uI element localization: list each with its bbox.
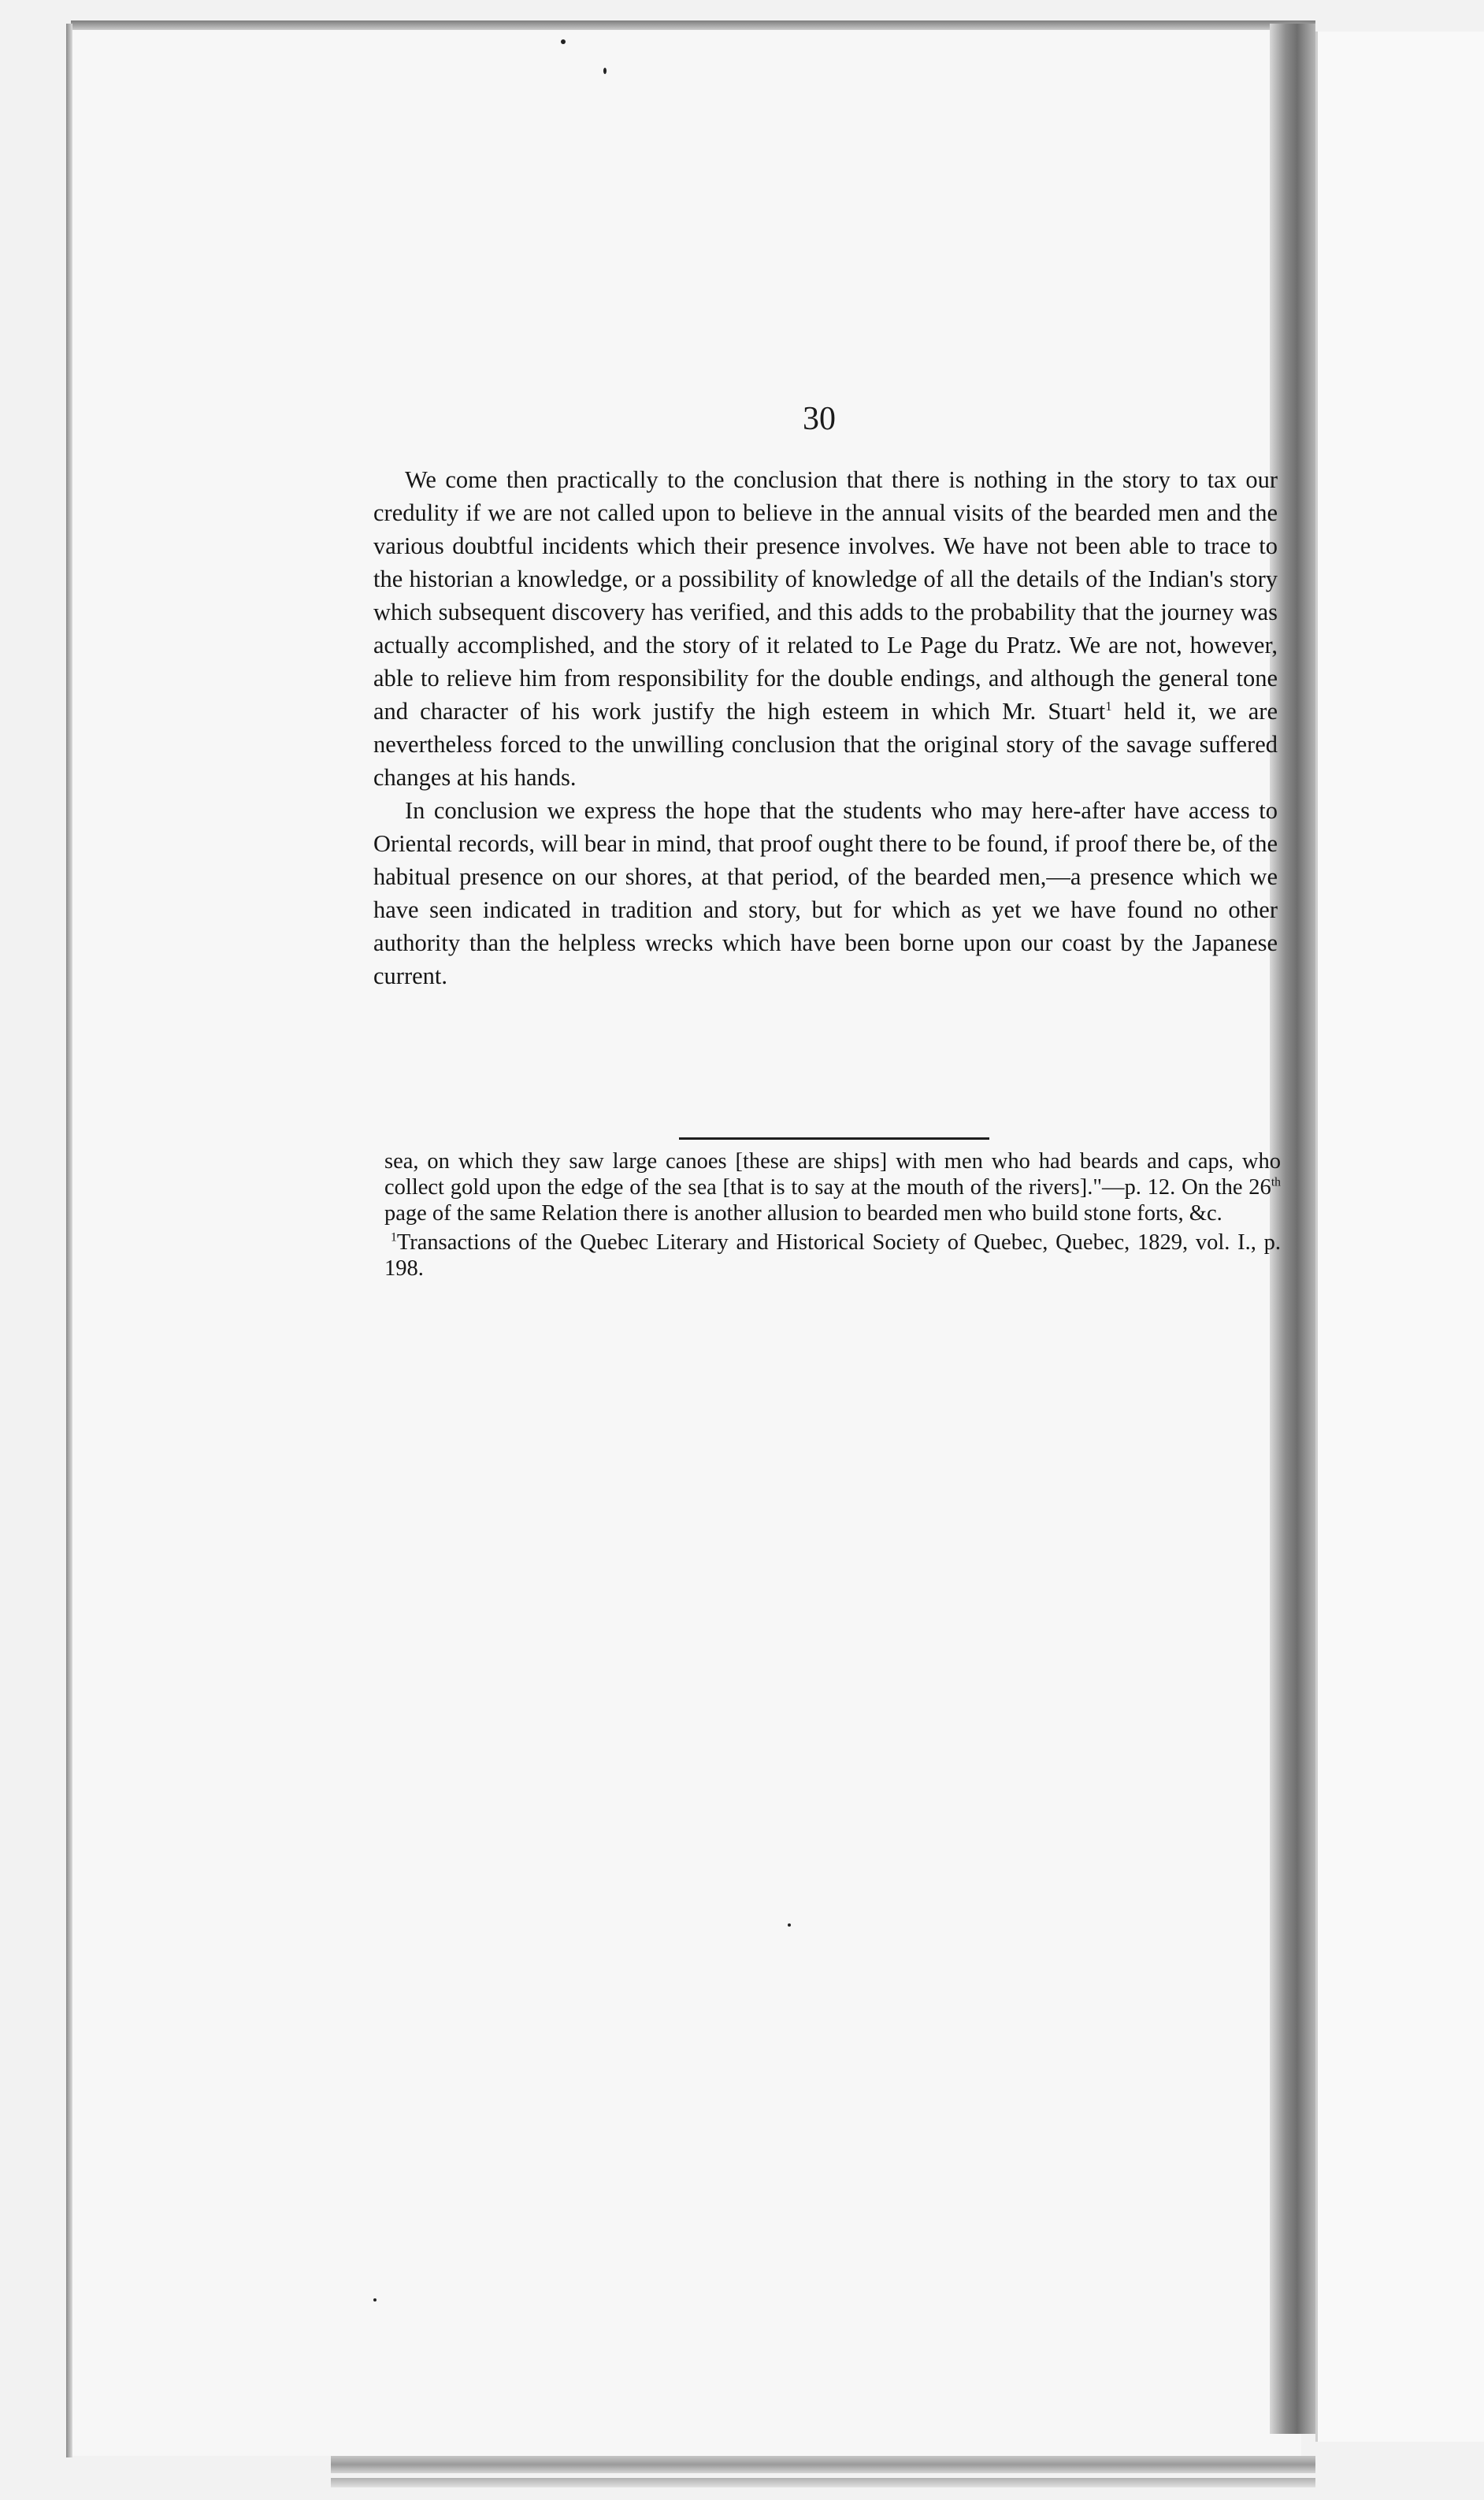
ink-speck	[788, 1923, 791, 1927]
ink-speck	[373, 2298, 377, 2302]
bottom-page-edge-lower	[331, 2478, 1315, 2487]
ordinal-suffix: th	[1271, 1175, 1281, 1189]
top-page-edge	[71, 20, 1315, 30]
paragraph-2: In conclusion we express the hope that the students who may here-after have access to Oriental records, will bear in mind, that proof ought there to be found, if proof there be, of the habitual presence on our shores, at that period, of the bearded men,—a presence which we have seen indicated in tradition and story, but for which as yet we have found no other authority than the helpless wrecks which have been borne upon our coast by the Japanese current.	[373, 797, 1278, 989]
facing-page-strip	[1315, 32, 1484, 2442]
left-page-edge	[66, 24, 72, 2457]
footnote-continuation-text-end: page of the same Relation there is another allusion to bearded men who build stone forts, &c.	[384, 1201, 1222, 1226]
paragraph-1	[373, 463, 1278, 794]
paragraph-1-text: We come then practically to the conclusion that there is nothing in the story to tax our credulity if we are not called upon to believe in the annual visits of the bearded men and the various doubtful incidents which their presence involves. We have not been able to trace to the historian a knowledge, or a possibility of knowledge of all the details of the Indian's story which subsequent discovery has verified, and this adds to the probability that the journey was actually accomplished, and the story of it related to Le Page du Pratz. We are not, however, able to relieve him from responsibility for the double endings, and although the general tone and character of his work justify the high esteem in which Mr. Stuart	[373, 466, 1278, 725]
footnotes	[384, 1148, 1281, 1282]
ink-speck	[561, 39, 566, 44]
bottom-page-edge	[331, 2456, 1315, 2473]
footnote-continuation	[384, 1148, 1281, 1226]
paragraph-1-text-end: held it, we are nevertheless forced to the unwilling conclusion that the original story of the savage suffered changes at his hands.	[373, 698, 1278, 791]
footnote-1-text: Transactions of the Quebec Literary and Historical Society of Quebec, Quebec, 1829, vol. I., p. 198.	[384, 1230, 1281, 1281]
footnote-divider	[679, 1137, 989, 1140]
footnote-continuation-text: sea, on which they saw large canoes [these are ships] with men who had beards and caps, who collect gold upon the edge of the sea [that is to say at the mouth of the rivers]."—p. 12. On the 26	[384, 1149, 1281, 1200]
footnote-reference: 1	[1105, 698, 1112, 714]
footnote-1	[384, 1230, 1281, 1282]
page-number: 30	[803, 401, 836, 437]
ink-speck	[603, 68, 607, 74]
footnote-1-marker: 1	[391, 1230, 397, 1244]
body-text	[373, 463, 1278, 992]
